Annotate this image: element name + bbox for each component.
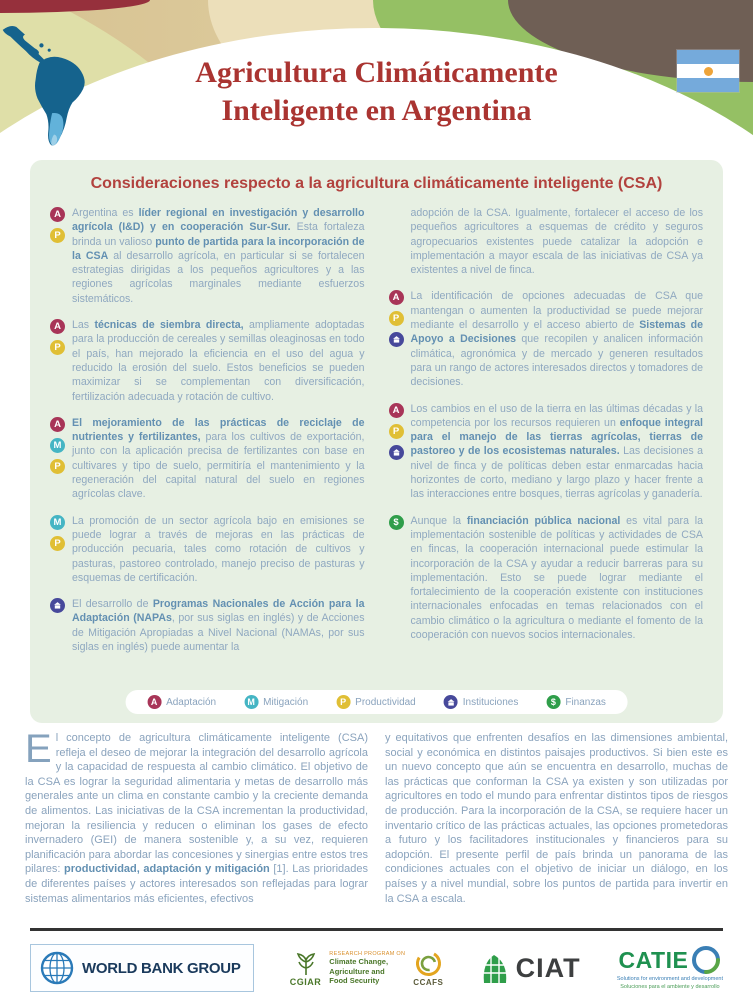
adaptation-icon: A — [389, 290, 404, 305]
page-title-line1: Agricultura Climáticamente — [195, 56, 558, 89]
bullet-text: Aunque la financiación pública nacional es vital para la implementación sostenible de políticas y actividades de CSA en fincas, la cooperación internacional puede estimular la incorporación de la CSA y ayudar a reducir barreras para su implementación. Esto se puede lograr mediante el fortalecimiento de la cooperación existente con instituciones internacionales enfocadas en temas relacionados con el cambio climático o la agricultura o mediante el fomento de la cooperación con nuevos socios internacionales. — [410, 514, 703, 642]
world-bank-logo — [30, 944, 254, 992]
header-banner — [0, 0, 753, 155]
ciat-label: CIAT — [515, 952, 581, 983]
bullet-text: Argentina es líder regional en investigación y desarrollo agrícola (I&D) y en cooperación Sur-Sur. Esta fortaleza brinda un valioso punto de partida para la incorporación de la CSA al desarrollo agrícola, en particular si se fortalecen estrategias dirigidas a los pequeños agricultores y a las regiones agrícolas marginales mediante esfuerzos sistemáticos. — [72, 207, 365, 305]
mitigation-icon: M — [244, 695, 258, 709]
bullet-icons — [50, 206, 72, 306]
mitigation-icon: M — [50, 438, 65, 453]
bullet-icons — [50, 318, 72, 404]
legend-item — [546, 695, 606, 709]
bullet-icons — [389, 289, 411, 389]
intro-right-paragraph: y equitativos que enfrenten desafíos en las dimensiones ambiental, social y económica en distintos paisajes productivos. Si bien este es un nuevo concepto que aún se encuentra en desarrollo, muchas de las prácticas que conforman la CSA ya existen y son utilizadas por agricultores en todo el mundo para enfrentar distintos tipos de riesgos de producción. Para la incorporación de la CSA, se requiere hacer un inventario crítico de las prácticas actuales, las opciones prometedoras a futuro y los facilitadores institucionales y financieros para su adopción. El presente perfil de país brinda un panorama de las condiciones actuales con el objetivo de iniciar un diálogo, en los países y a nivel mundial, sobre los puntos de partida para invertir en la CSA a escala. — [385, 732, 728, 905]
bullet-text: Los cambios en el uso de la tierra en las últimas décadas y la competencia por los recursos requieren un enfoque integral para el manejo de las tierras agrícolas, tierras de pastoreo y de los ecosistemas naturales. Las decisiones a nivel de finca y de políticas deben estar enmarcadas hacia horizontes de corto, mediano y largo plazo y hacer frente a las interacciones entre bosques, tierras agrícolas y ganadería. — [410, 402, 704, 501]
finance-icon: $ — [546, 695, 560, 709]
ciat-logo — [480, 951, 581, 985]
footer-divider — [30, 928, 723, 931]
considerations-heading: Consideraciones respecto a la agricultura climáticamente inteligente (CSA) — [90, 175, 663, 192]
mitigation-icon: M — [50, 515, 65, 530]
program-line2: Climate Change, Agriculture and Food Security — [329, 957, 389, 986]
bullet-item — [50, 514, 365, 585]
intro-left-column — [25, 727, 368, 906]
bullet-icons — [50, 597, 72, 654]
bullet-text: El mejoramiento de las prácticas de reciclaje de nutrientes y fertilizantes, para los cultivos de exportación, junto con la aplicación precisa de fertilizantes con base en cultivares y tipo de suelo, permitiría el mantenimiento y la regeneración del capital natural del suelo en regiones agrícolas clave. — [72, 416, 365, 501]
category-legend — [125, 690, 628, 714]
cgiar-ccafs-logo — [290, 950, 444, 987]
adaptation-icon: A — [50, 319, 65, 334]
considerations-right-column — [389, 206, 704, 666]
bullet-item — [50, 206, 365, 306]
finance-icon: $ — [389, 515, 404, 530]
latin-america-map — [2, 24, 110, 150]
bullet-item — [50, 416, 365, 502]
legend-item — [244, 695, 308, 709]
bullet-icons — [50, 514, 72, 585]
productivity-icon: P — [50, 536, 65, 551]
productivity-icon: P — [336, 695, 350, 709]
productivity-icon: P — [389, 311, 404, 326]
legend-label: Adaptación — [166, 696, 217, 708]
flag-stripe-top — [677, 50, 739, 64]
footer-logos — [30, 940, 723, 996]
adaptation-icon: A — [50, 417, 65, 432]
bullet-text: adopción de la CSA. Igualmente, fortalecer el acceso de los pequeños agricultores a esquemas de crédito y seguros agropecuarios existentes puede catalizar la adopción e implementación a mayor escala de las iniciativas de CSA ya existentes a nivel de finca. — [410, 207, 703, 277]
productivity-icon: P — [50, 228, 65, 243]
bullet-item — [389, 206, 704, 277]
institutions-icon — [50, 598, 65, 613]
intro-section — [25, 727, 728, 906]
drop-cap: E — [25, 727, 52, 771]
cgiar-label: CGIAR — [289, 976, 322, 987]
bullet-text: La identificación de opciones adecuadas de CSA que mantengan o aumenten la productividad se puede mejorar mediante el desarrollo y el acceso abierto de Sistemas de Apoyo a Decisiones que recopilen y analicen información climática, agronómica y de mercado y generen resultados para un rango de actores interesados directos y tomadores de decisiones. — [410, 290, 704, 389]
bullet-text: El desarrollo de Programas Nacionales de Acción para la Adaptación (NAPAs, por sus siglas en inglés) y de Acciones de Mitigación Apropiadas a Nivel Nacional (NAMAs, por sus siglas en inglés) puede aumentar la — [72, 598, 365, 654]
catie-tagline-en: Solutions for environment and development — [616, 976, 723, 983]
bullet-item — [389, 514, 704, 643]
flag-sun-icon — [704, 67, 713, 76]
bullet-item — [50, 318, 365, 404]
world-bank-label: WORLD BANK GROUP — [82, 959, 241, 977]
adaptation-icon: A — [50, 207, 65, 222]
ccafs-program-text — [329, 951, 405, 986]
adaptation-icon: A — [147, 695, 161, 709]
legend-label: Instituciones — [462, 696, 519, 708]
legend-label: Finanzas — [565, 696, 606, 708]
legend-item — [147, 695, 216, 709]
intro-right-column — [385, 731, 728, 906]
flag-stripe-bottom — [677, 78, 739, 92]
bullet-text: La promoción de un sector agrícola bajo en emisiones se puede lograr a través de mejoras en las prácticas de producción pecuaria, tales como rotación de cultivos y pasturas, pastoreo controlado, manejo preciso de pasturas y esquemas de certificación. — [72, 514, 365, 584]
catie-label: CATIE — [618, 946, 689, 973]
bullet-icons — [389, 402, 411, 502]
catie-swoosh-icon — [691, 945, 721, 975]
argentina-flag-icon — [677, 50, 739, 92]
catie-tagline-es: Soluciones para el ambiente y desarrollo — [620, 983, 720, 990]
ciat-leaf-icon — [480, 951, 510, 985]
ccafs-swirl-icon — [415, 950, 442, 977]
legend-label: Mitigación — [263, 696, 309, 708]
bullet-icons — [389, 514, 411, 643]
legend-item — [444, 695, 519, 709]
bullet-item — [389, 289, 704, 389]
cgiar-logo — [290, 950, 322, 987]
page-title — [120, 54, 633, 130]
considerations-box — [30, 160, 723, 723]
legend-item — [336, 695, 416, 709]
legend-label: Productividad — [355, 696, 416, 708]
catie-taglines — [617, 976, 723, 990]
productivity-icon: P — [389, 424, 404, 439]
productivity-icon: P — [50, 459, 65, 474]
considerations-left-column — [50, 206, 365, 666]
institutions-icon — [444, 695, 458, 709]
adaptation-icon: A — [389, 403, 404, 418]
bullet-icons — [50, 416, 72, 502]
flag-stripe-middle — [677, 64, 739, 78]
bullet-item — [50, 597, 365, 654]
bullet-icons — [389, 206, 411, 277]
institutions-icon — [389, 332, 404, 347]
ccafs-label: CCAFS — [413, 977, 444, 987]
bullet-text: Las técnicas de siembra directa, ampliamente adoptadas para la producción de cereales y semillas oleaginosas en todo el país, han mejorado la eficiencia en el uso del agua y reducido la erosión del suelo. Estos beneficios se pueden maximizar si se complementan con diversificación, fertilización adecuada y rotación de cultivo. — [72, 319, 365, 403]
intro-left-paragraph: El concepto de agricultura climáticamente inteligente (CSA) refleja el deseo de mejorar la integración del desarrollo agrícola y la capacidad de respuesta al cambio climático. El objetivo de la CSA es lograr la seguridad alimentaria y metas de desarrollo más generales ante un clima en constante cambio y la creciente demanda de alimentos. Las iniciativas de la CSA incrementan la productividad, mejoran la resiliencia y reducen o eliminan los gases de efecto invernadero (GEI) de manera sostenible y, a su vez, requieren planificación para abordar las concesiones y sinergias entre estos tres pilares: productividad, adaptación y mitigación [1]. Las prioridades de diferentes países y actores interesados son reflejadas para lograr sistemas alimentarios más eficientes, efectivos — [25, 727, 368, 905]
considerations-columns — [30, 193, 723, 666]
productivity-icon: P — [50, 340, 65, 355]
program-line1: RESEARCH PROGRAM ON — [329, 950, 406, 957]
catie-logo — [617, 945, 723, 990]
bullet-item — [389, 402, 704, 502]
institutions-icon — [389, 445, 404, 460]
cgiar-plant-icon — [294, 950, 318, 976]
ccafs-logo — [413, 950, 443, 987]
page-title-line2: Inteligente en Argentina — [221, 94, 532, 127]
world-bank-globe-icon — [39, 950, 75, 986]
